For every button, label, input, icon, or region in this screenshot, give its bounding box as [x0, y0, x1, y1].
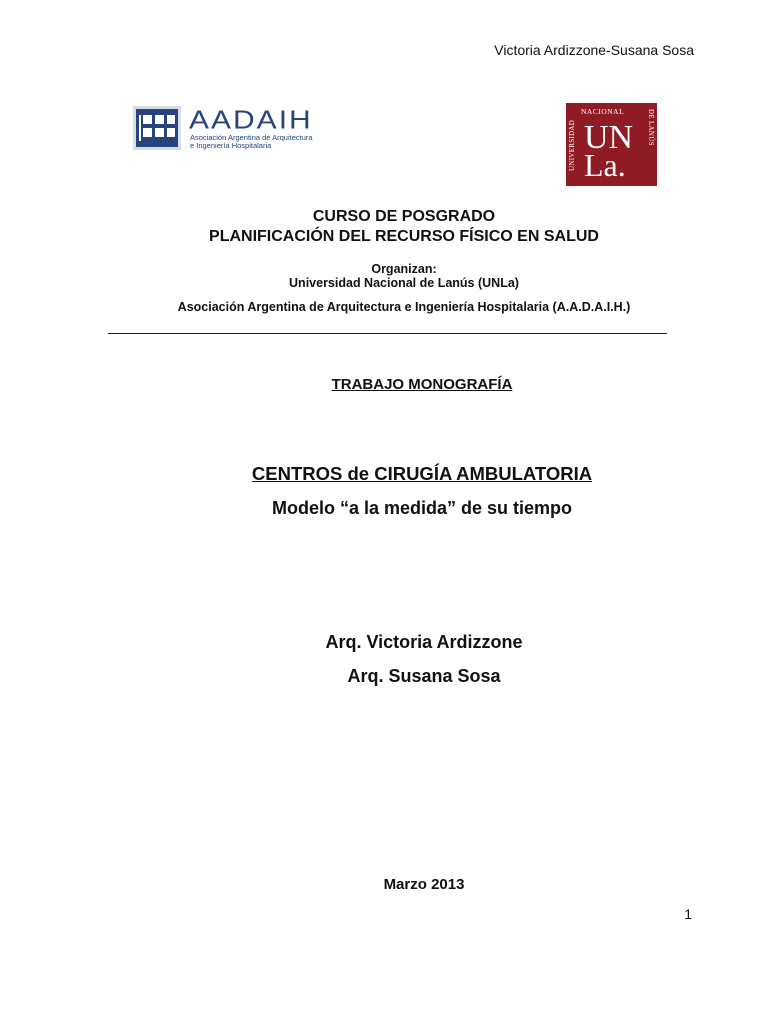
author-susana: Arq. Susana Sosa	[347, 666, 501, 686]
unla-logo	[566, 103, 657, 186]
aadaih-logo-subtitle: Asociación Argentina de Arquitectura e Ingeniería Hospitalaria	[190, 133, 313, 150]
work-subtitle: Modelo “a la medida” de su tiempo	[271, 498, 573, 518]
unla-logo-big-line1: UN	[584, 119, 634, 156]
aadaih-logo	[133, 106, 363, 152]
work-type-label: TRABAJO MONOGRAFÍA	[331, 376, 513, 393]
aadaih-logo-name: AADAIH	[189, 106, 313, 135]
aadaih-building-icon	[133, 106, 181, 150]
course-title: PLANIFICACIÓN DEL RECURSO FÍSICO EN SALUD	[209, 228, 599, 245]
course-label: CURSO DE POSGRADO	[312, 208, 496, 225]
organizer-unla: Universidad Nacional de Lanús (UNLa)	[289, 276, 519, 290]
running-header-authors: Victoria Ardizzone-Susana Sosa	[494, 42, 694, 58]
work-title: CENTROS de CIRUGÍA AMBULATORIA	[251, 463, 593, 484]
organizer-aadaih: Asociación Argentina de Arquitectura e Ingeniería Hospitalaria (A.A.D.A.I.H.)	[177, 300, 631, 314]
date-label: Marzo 2013	[383, 876, 465, 893]
unla-logo-right-text: DE LANÚS	[647, 109, 655, 146]
horizontal-divider	[108, 333, 667, 334]
organizers-label: Organizan:	[371, 262, 437, 276]
unla-logo-arc-text: NACIONAL	[581, 107, 625, 116]
author-victoria: Arq. Victoria Ardizzone	[325, 632, 523, 652]
unla-logo-big-line2: La.	[584, 147, 626, 183]
unla-logo-left-text: UNIVERSIDAD	[568, 119, 576, 171]
page-number: 1	[684, 906, 692, 922]
